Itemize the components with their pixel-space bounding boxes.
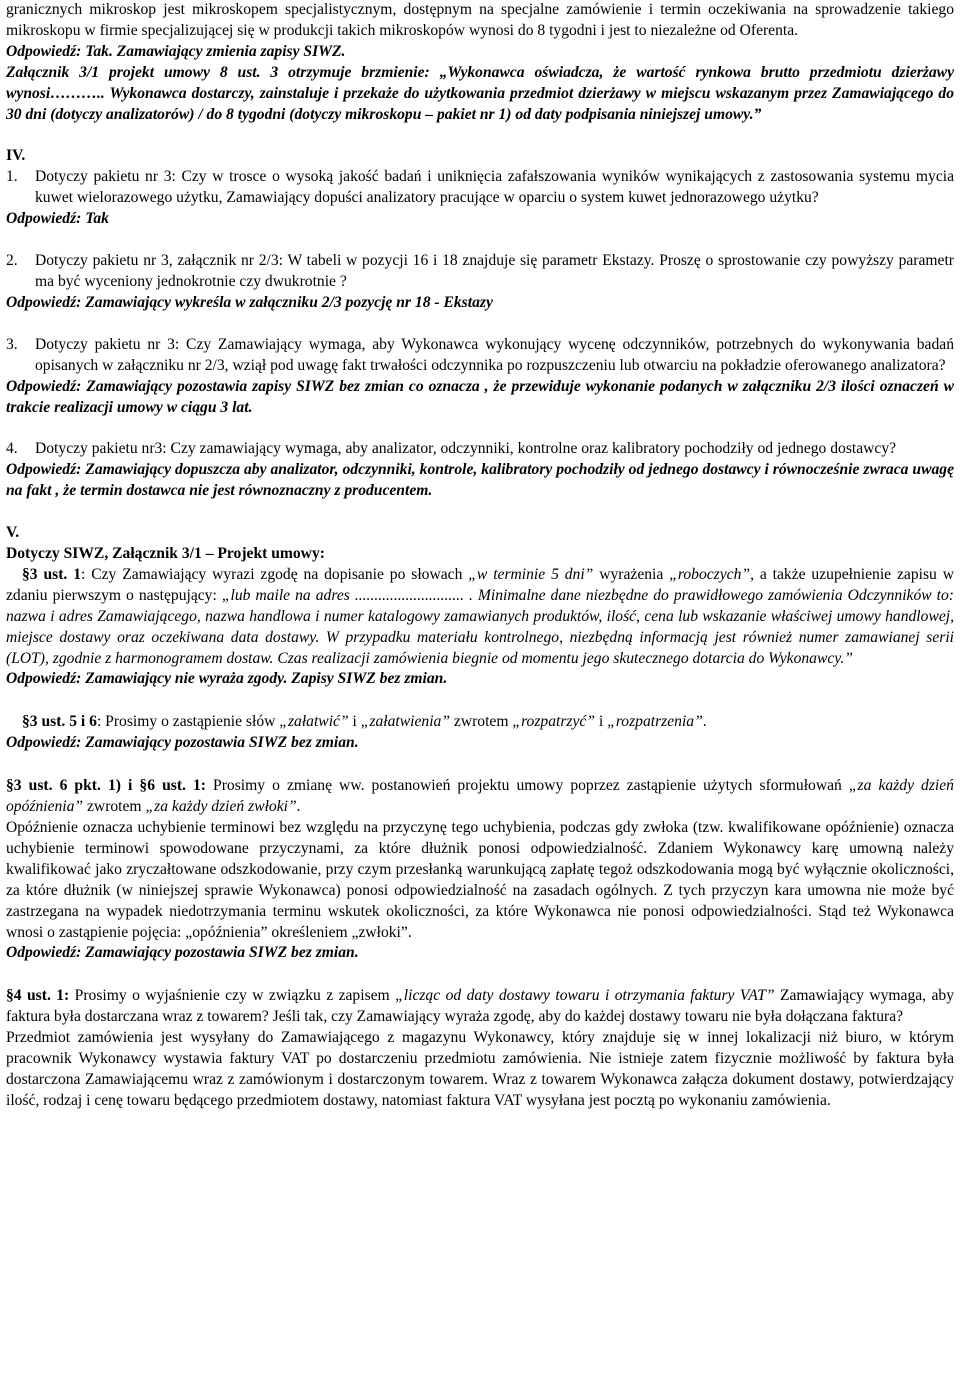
- text-run: wyrażenia: [593, 565, 670, 583]
- paragraph-3-5: [6, 712, 954, 733]
- quoted-phrase: „za każdy dzień opóźnienia”: [6, 777, 954, 816]
- question-number: 2.: [6, 252, 18, 270]
- text-run: Prosimy o wyjaśnienie czy w związku z zapisem: [69, 987, 396, 1005]
- text-run: zwrotem: [450, 713, 513, 731]
- quoted-phrase: „rozpatrzyć”: [512, 713, 595, 731]
- paragraph-3-6-body: Opóźnienie oznacza uchybienie terminowi bez względu na przyczynę tego uchybienia, podczas gdy zwłoka (tzw. kwalifikowane opóźnienie) oznacza uchybienie terminowi spowodowane przyczynami, za które dłużnik ponosi odpowiedzialność. Zdaniem Wykonawcy karę umowną należy kwalifikować jako zryczałtowane odszkodowanie, przy czym przesłanką warunkującą zapłatę tegoż odszkodowania mogą być wyłącznie okoliczności, za które dłużnik (w niniejszej sprawie Wykonawca) ponosi odpowiedzialność na zasadach ogólnych. Z tych przyczyn kara umowna nie może być zastrzegana na wypadek niedotrzymania terminu wskutek okoliczności, za które Wykonawca nie ponosi odpowiedzialności. Stąd też Wykonawca wnosi o zastąpienie pojęcia: „opóźnienia” określeniem „zwłoki”.: [6, 819, 954, 941]
- spacer: [6, 230, 954, 251]
- question-3: [6, 335, 954, 377]
- text-run: Prosimy o zmianę ww. postanowień projektu umowy poprzez zastąpienie użytych sformułowań: [205, 777, 849, 795]
- clause-ref: §3 ust. 6 pkt. 1) i §6 ust. 1:: [6, 777, 206, 795]
- question-text: Dotyczy pakietu nr3: Czy zamawiający wymaga, aby analizator, odczynniki, kontrolne oraz kalibratory pochodziły od jednego dostawcy?: [35, 440, 897, 458]
- quoted-phrase: „licząc od daty dostawy towaru i otrzymania faktury VAT”: [395, 987, 775, 1005]
- text-run: Zamawiający wymaga, aby faktura była dostarczana wraz z towarem? Jeśli tak, czy Zamawiający wyraża zgodę, aby do każdej dostawy towaru nie była dołączana faktura?: [6, 987, 955, 1026]
- text-run: zwrotem: [83, 798, 146, 816]
- text-run: : Czy Zamawiający wyrazi zgodę na dopisanie po słowach: [81, 565, 469, 583]
- question-text: Dotyczy pakietu nr 3: Czy w trosce o wysoką jakość badań i uniknięcia zafałszowania wyników wynikających z zastosowania systemu mycia kuwet wielorazowego użytku, Zamawiający dopuści analizatory pracujące w oparciu o system kuwet jednorazowego użytku?: [35, 168, 954, 207]
- spacer: [6, 125, 954, 146]
- spacer: [6, 964, 954, 986]
- question-text: Dotyczy pakietu nr 3: Czy Zamawiający wymaga, aby Wykonawca wykonujący wycenę odczynników, potrzebnych do wykonywania badań opisanych w załączniku nr 2/3, wziął pod uwagę fakt trwałości odczynnika po rozpuszczeniu lub otwarciu na pokładzie oferowanego analizatora?: [35, 335, 954, 374]
- spacer: [6, 690, 954, 712]
- section-iv-heading: IV.: [6, 147, 26, 165]
- answer-3-5: Odpowiedź: Zamawiający pozostawia SIWZ bez zmian.: [6, 734, 359, 752]
- answer-1: Odpowiedź: Tak. Zamawiający zmienia zapisy SIWZ.: [6, 42, 346, 60]
- attachment-paragraph: Załącznik 3/1 projekt umowy 8 ust. 3 otrzymuje brzmienie: „Wykonawca oświadcza, że wartość rynkowa brutto przedmiotu dzierżawy wynosi……….. Wykonawca dostarczy, zainstaluje i przekaże do użytkowania przedmiot dzierżawy w miejscu wskazanym przez Zamawiającego do 30 dni (dotyczy analizatorów) / do 8 tygodni (dotyczy mikroskopu – pakiet nr 1) od daty podpisania niniejszej umowy.”: [6, 63, 954, 123]
- answer-q1: Odpowiedź: Tak: [6, 210, 109, 228]
- text-run: .: [296, 798, 301, 816]
- spacer: [6, 418, 954, 439]
- answer-3-6: Odpowiedź: Zamawiający pozostawia SIWZ bez zmian.: [6, 944, 359, 962]
- spacer: [6, 754, 954, 776]
- spacer: [6, 502, 954, 523]
- quoted-phrase: „załatwienia”: [360, 713, 451, 731]
- answer-q4: Odpowiedź: Zamawiający dopuszcza aby analizator, odczynniki, kontrole, kalibratory pochodziły od jednego dostawcy i równocześnie zwraca uwagę na fakt , że termin dostawca nie jest równoznaczny z producentem.: [6, 461, 954, 500]
- paragraph-4-1-body: Przedmiot zamówienia jest wysyłany do Zamawiającego z magazynu Wykonawcy, który znajduje się w innej lokalizacji niż biuro, w którym pracownik Wykonawcy wystawia faktury VAT po dostarczeniu przedmiotu zamówienia. Nie istnieje zatem fizycznie możliwość by faktura była dostarczona Zamawiającemu wraz z zamówionym i dostarczonym towarem. Wraz z towarem Wykonawca załącza dokument dostawy, potwierdzający ilość, rodzaj i cenę towaru będącego przedmiotem dostawy, natomiast faktura VAT wysyłana jest pocztą po wykonaniu zamówienia.: [6, 1029, 954, 1109]
- paragraph-3-1: [6, 565, 954, 670]
- question-number: 3.: [6, 335, 18, 353]
- answer-q3: Odpowiedź: Zamawiający pozostawia zapisy SIWZ bez zmian co oznacza , że przewiduje wykonanie podanych w załączniku 2/3 ilości oznaczeń w trakcie realizacji umowy w ciągu 3 lat.: [6, 377, 954, 416]
- paragraph-3-6: [6, 776, 954, 818]
- quoted-phrase: „roboczych”: [669, 565, 751, 583]
- section-v-heading: V.: [6, 524, 20, 542]
- clause-ref: §4 ust. 1:: [6, 987, 70, 1005]
- paragraph-4-1: [6, 986, 954, 1028]
- clause-ref: §3 ust. 1: [22, 565, 81, 583]
- text-run: .: [702, 713, 707, 731]
- quoted-phrase: „rozpatrzenia”: [607, 713, 703, 731]
- text-run: , a także uzupełnienie zapisu w zdaniu pierwszym o następujący:: [6, 565, 954, 604]
- quoted-phrase: „załatwić”: [279, 713, 349, 731]
- quoted-text: „lub maile na adres ............................ . Minimalne dane niezbędne do prawidłowego zamówienia Odczynników to: nazwa i adres Zamawiającego, nazwa handlowa i numer katalogowy zamawianych produktów, ilość, cena lub wskazanie właściwej umowy handlowej, miejsce dostawy oraz oczekiwana data dostawy. W przypadku materiału kontrolnego, niezbędną informacją jest również numer zamawianej serii (LOT), zgodnie z harmonogramem dostaw. Czas realizacji zamówienia biegnie od momentu jego skutecznego dotarcia do Wykonawcy.”: [6, 586, 954, 667]
- answer-q2: Odpowiedź: Zamawiający wykreśla w załączniku 2/3 pozycję nr 18 - Ekstazy: [6, 293, 493, 311]
- clause-ref: §3 ust. 5 i 6: [22, 713, 97, 731]
- text-run: : Prosimy o zastąpienie słów: [96, 713, 280, 731]
- question-2: [6, 251, 954, 293]
- question-number: 1.: [6, 168, 18, 186]
- intro-paragraph: granicznych mikroskop jest mikroskopem specjalistycznym, dostępnym na specjalne zamówienie i termin oczekiwania na sprowadzenie takiego mikroskopu w firmie specjalizującej się w produkcji takich mikroskopów wynosi do 8 tygodni i jest to niezależne od Oferenta.: [6, 1, 954, 39]
- question-1: [6, 167, 954, 209]
- question-text: Dotyczy pakietu nr 3, załącznik nr 2/3: W tabeli w pozycji 16 i 18 znajduje się parametr Ekstazy. Proszę o sprostowanie czy powyższy parametr ma być wyceniony jednokrotnie czy dwukrotnie ?: [35, 252, 954, 290]
- question-4: [6, 439, 954, 460]
- spacer: [6, 314, 954, 335]
- section-v-subheading: Dotyczy SIWZ, Załącznik 3/1 – Projekt umowy:: [6, 545, 325, 563]
- question-number: 4.: [6, 440, 18, 458]
- quoted-phrase: „za każdy dzień zwłoki”: [145, 798, 297, 816]
- text-run: i: [595, 713, 608, 731]
- text-run: i: [348, 713, 361, 731]
- answer-3-1: Odpowiedź: Zamawiający nie wyraża zgody. Zapisy SIWZ bez zmian.: [6, 670, 448, 688]
- quoted-phrase: „w terminie 5 dni”: [468, 565, 594, 583]
